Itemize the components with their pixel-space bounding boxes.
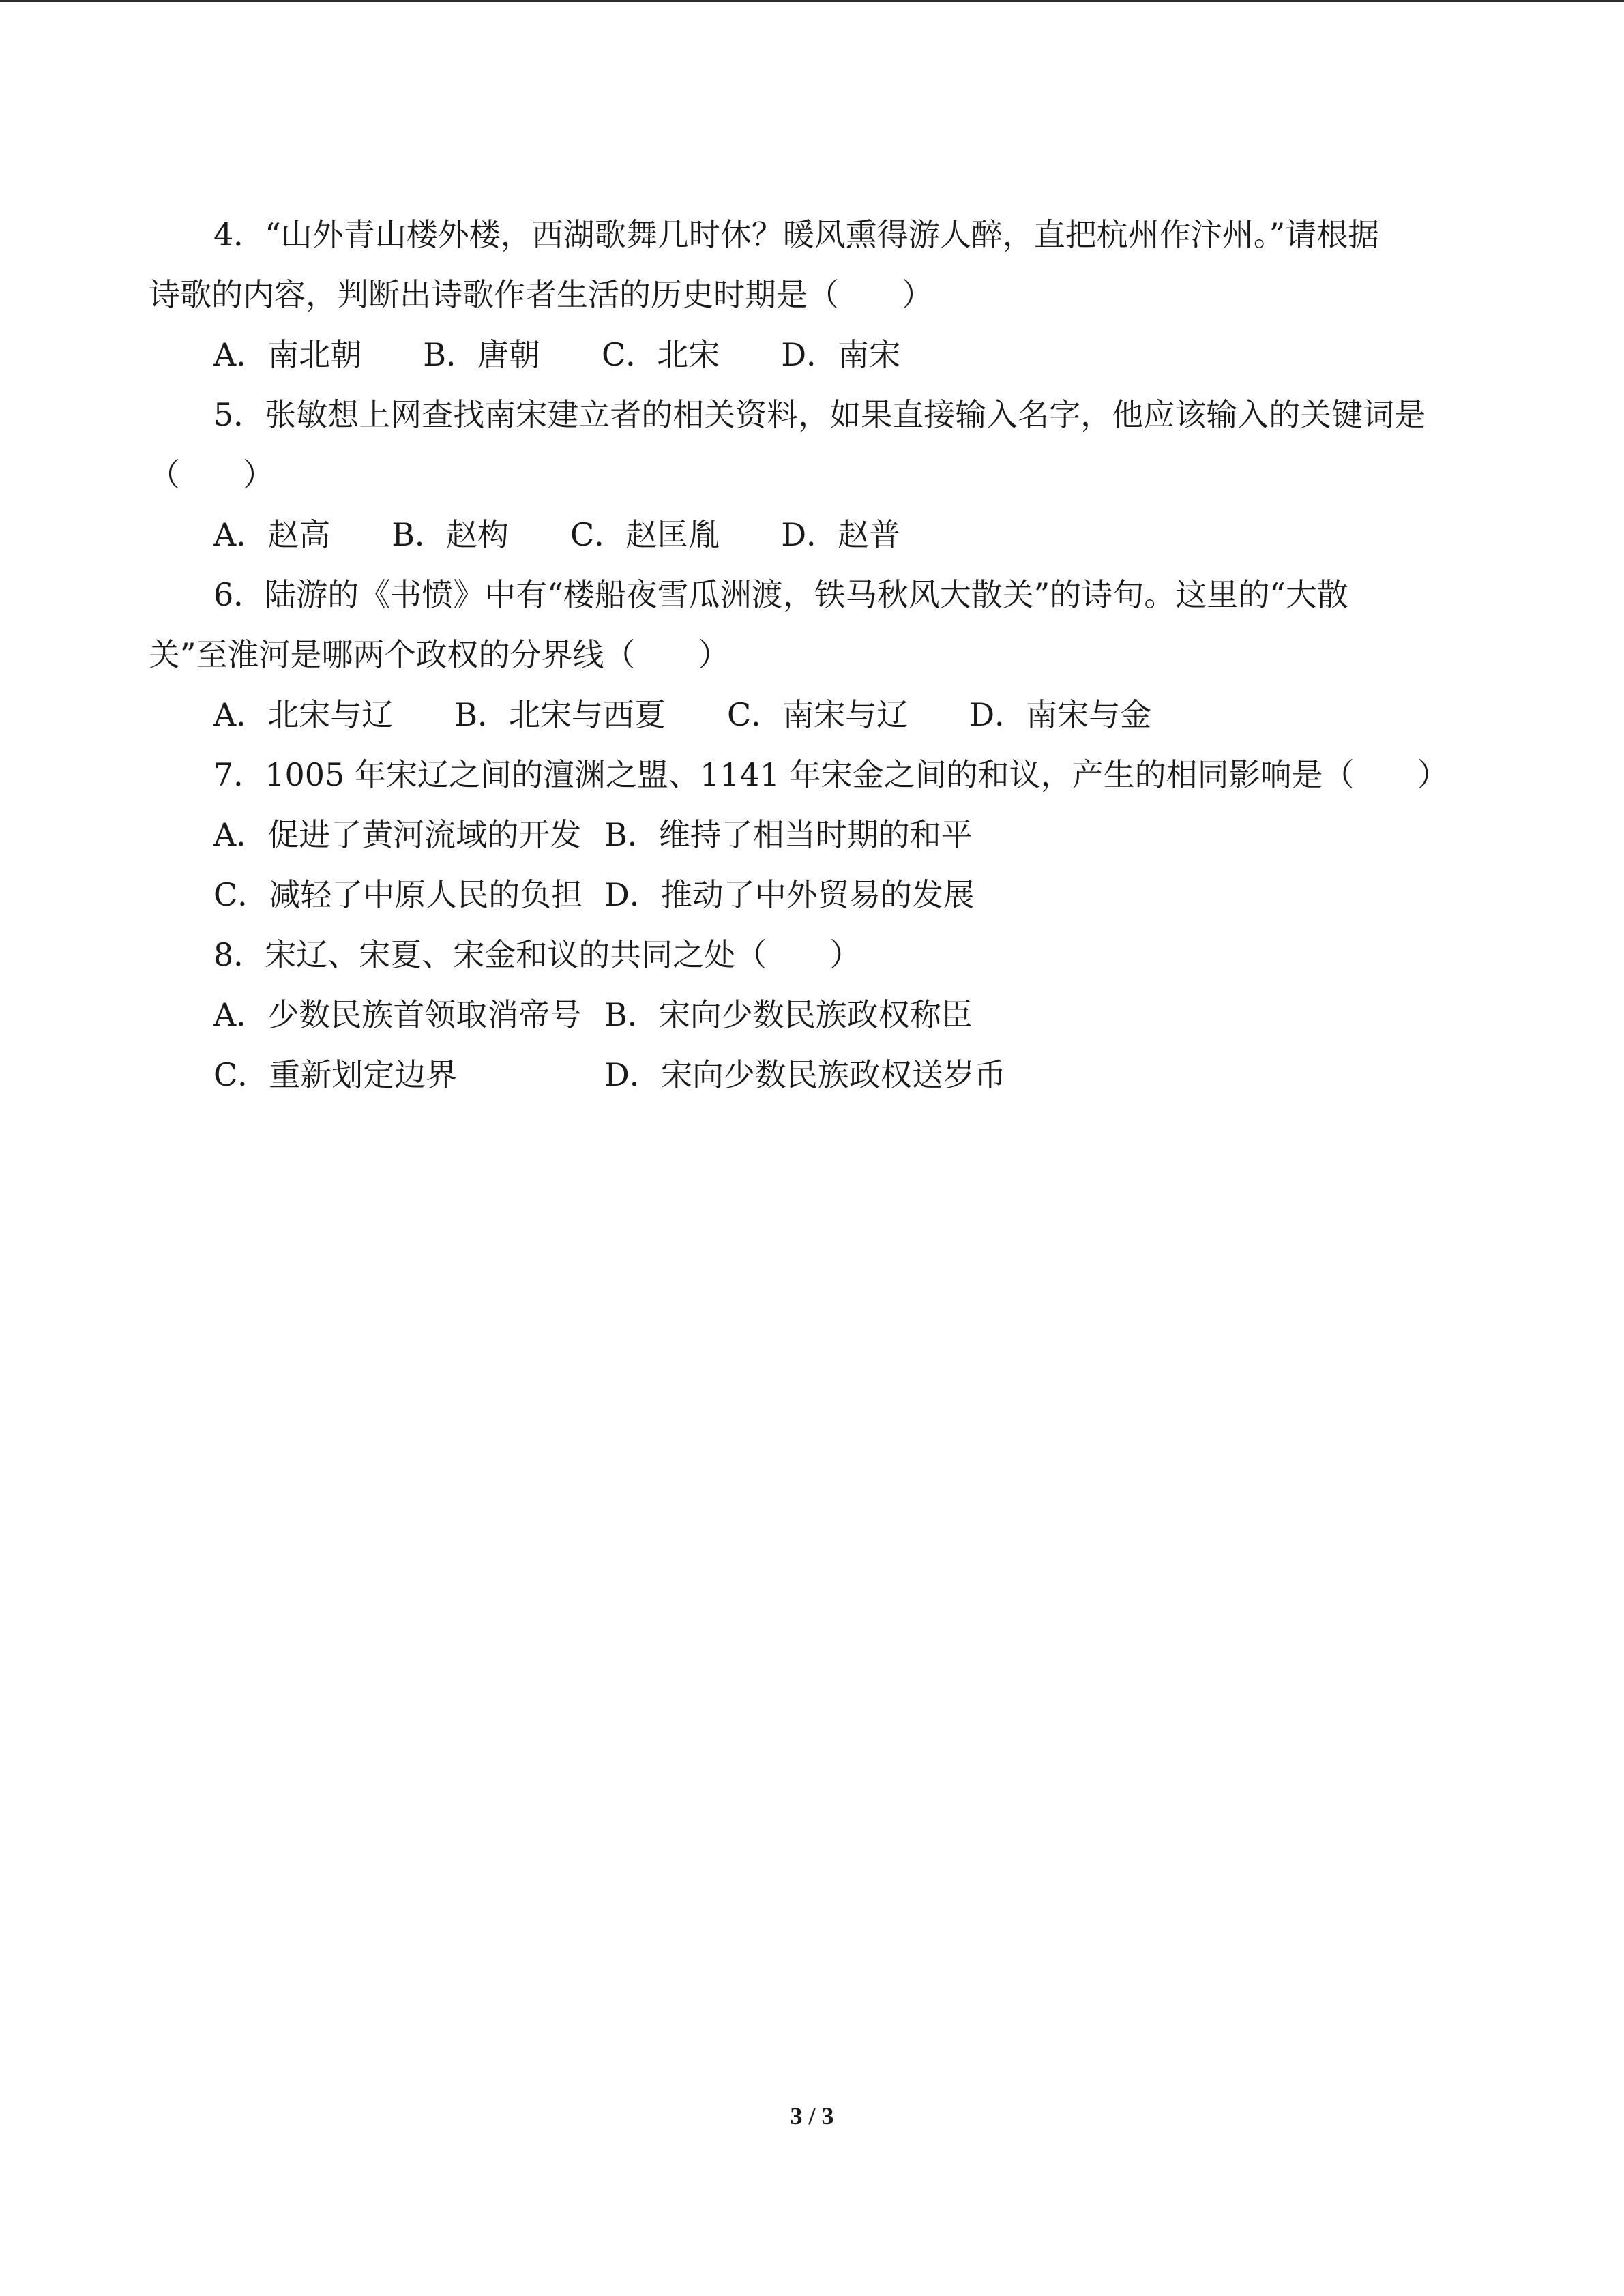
question-6-option-a: A．北宋与辽: [213, 696, 394, 733]
question-8-options-row-2: [149, 1045, 1486, 1105]
question-6-option-b: B．北宋与西夏: [454, 696, 666, 733]
page-number: 3 / 3: [790, 2102, 834, 2130]
question-4-option-a: A．南北朝: [213, 336, 362, 373]
question-6-option-d: D．南宋与金: [969, 696, 1152, 733]
question-8-stem: 8．宋辽、宋夏、宋金和议的共同之处（ ）: [213, 936, 861, 973]
question-8-option-a: A．少数民族首领取消帝号: [213, 996, 582, 1033]
question-7-option-b: B．维持了相当时期的和平: [604, 816, 973, 853]
question-7-options-row-2: [149, 865, 1486, 925]
question-7-options-row-1: [149, 805, 1486, 865]
question-8-options-row-1: [149, 985, 1486, 1045]
question-8-option-c: C．重新划定边界: [213, 1056, 458, 1093]
question-6-stem-line-2: 关”至淮河是哪两个政权的分界线（ ）: [149, 636, 730, 673]
question-7-stem: 7．1005 年宋辽之间的澶渊之盟、1141 年宋金之间的和议，产生的相同影响是（ ）: [213, 756, 1449, 793]
question-6-options: [149, 685, 1486, 745]
question-5-options: [149, 505, 1486, 565]
question-4-stem-line-1: 4．“山外青山楼外楼，西湖歌舞几时休？暖风熏得游人醉，直把杭州作汴州。”请根据: [213, 216, 1380, 253]
question-4-option-b: B．唐朝: [423, 336, 541, 373]
question-4-option-c: C．北宋: [602, 336, 720, 373]
question-8-option-d: D．宋向少数民族政权送岁币: [604, 1056, 1006, 1093]
question-list: [149, 205, 1486, 1105]
question-7-option-a: A．促进了黄河流域的开发: [213, 816, 582, 853]
question-4-option-d: D．南宋: [781, 336, 901, 373]
question-7-option-d: D．推动了中外贸易的发展: [604, 876, 975, 913]
question-5-option-b: B．赵构: [392, 516, 510, 553]
question-4-options: [149, 325, 1486, 385]
page-top-border: [0, 0, 1624, 2]
question-5-stem-line-2: （ ）: [149, 456, 274, 493]
question-5-option-a: A．赵高: [213, 516, 331, 553]
question-4-stem-line-2: 诗歌的内容，判断出诗歌作者生活的历史时期是（ ）: [149, 276, 933, 313]
question-5-option-c: C．赵匡胤: [570, 516, 720, 553]
question-5-stem-line-1: 5．张敏想上网查找南宋建立者的相关资料，如果直接输入名字，他应该输入的关键词是: [213, 396, 1426, 433]
question-5-option-d: D．赵普: [781, 516, 901, 553]
question-8-option-b: B．宋向少数民族政权称臣: [604, 996, 973, 1033]
question-6-option-c: C．南宋与辽: [727, 696, 909, 733]
question-6-stem-line-1: 6．陆游的《书愤》中有“楼船夜雪瓜洲渡，铁马秋风大散关”的诗句。这里的“大散: [213, 576, 1348, 613]
question-7-option-c: C．减轻了中原人民的负担: [213, 876, 583, 913]
